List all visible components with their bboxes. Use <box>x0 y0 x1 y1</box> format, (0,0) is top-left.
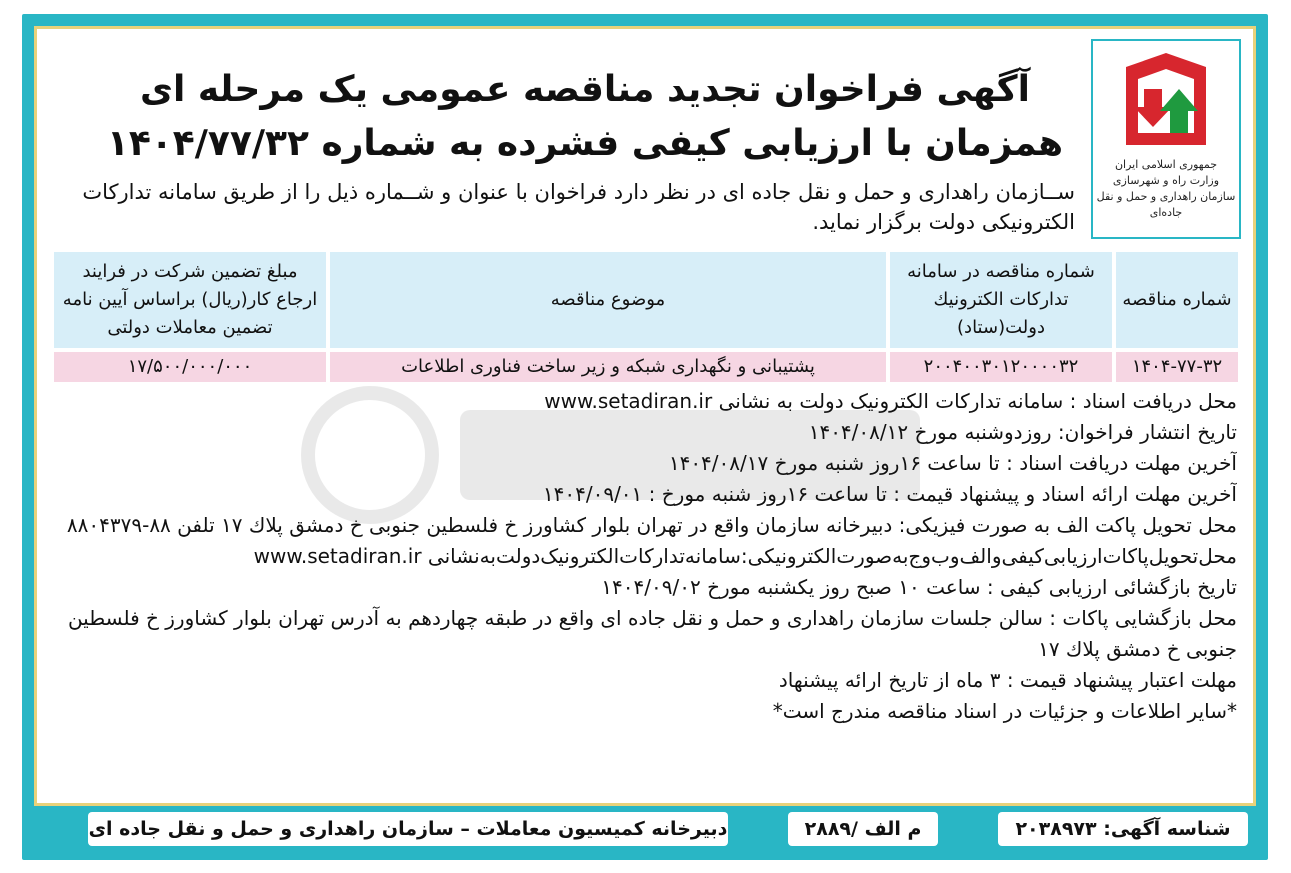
title-line-2: همزمان با ارزیابی کیفی فشرده به شماره ۱۴۰۴/۷۷/۳۲ <box>106 123 1064 164</box>
detail-validity-period: مهلت اعتبار پیشنهاد قیمت : ۳ ماه از تاریخ ارائه پیشنهاد <box>778 668 1237 692</box>
header-setad-number: شماره مناقصه در سامانه تدارکات الکترونیك دولت(ستاد) <box>890 252 1112 348</box>
header-tender-subject: موضوع مناقصه <box>330 252 886 348</box>
intro-paragraph: ســازمان راهداری و حمل و نقل جاده ای در نظر دارد فراخوان با عنوان و شــماره ذیل را از طریق سامانه تدارکات الکترونیکی دولت برگزار نماید. <box>82 180 1075 234</box>
cell-guarantee-amount: ۱۷/۵۰۰/۰۰۰/۰۰۰ <box>54 352 326 382</box>
footer-secretariat: دبیرخانه کمیسیون معاملات – سازمان راهداری و حمل و نقل جاده ای <box>88 812 728 846</box>
tender-table-row <box>54 352 1238 382</box>
tender-details <box>52 386 1237 727</box>
ad-footer <box>22 806 1268 852</box>
tender-table <box>50 248 1242 386</box>
header-tender-number: شماره مناقصه <box>1116 252 1238 348</box>
tender-table-header-row <box>54 252 1238 348</box>
detail-physical-delivery: محل تحویل پاکت الف به صورت فیزیکی: دبیرخانه سازمان واقع در تهران بلوار کشاورز خ فلسطین جنوبی خ دمشق پلاك ۱۷ تلفن ۸۸-۸۸۰۴۳۷۹ <box>66 513 1237 537</box>
title-line-1: آگهی فراخوان تجدید مناقصه عمومی یک مرحله ای <box>140 69 1030 110</box>
detail-opening-location: محل بازگشایی پاکات : سالن جلسات سازمان راهداری و حمل و نقل جاده ای واقع در طبقه چهاردهم به آدرس تهران بلوار کشاورز خ فلسطین جنوبی خ دمشق پلاك ۱۷ <box>67 606 1237 661</box>
logo-caption-3: سازمان راهداری و حمل و نقل جاده‌ای <box>1096 190 1236 219</box>
footer-code: م الف /۲۸۸۹ <box>788 812 938 846</box>
rmto-logo-icon <box>1118 49 1214 153</box>
detail-opening-date: تاریخ بازگشائی ارزیابی کیفی : ساعت ۱۰ صبح روز یکشنبه مورخ ۱۴۰۴/۰۹/۰۲ <box>601 575 1237 599</box>
logo-caption-1: جمهوری اسلامی ایران <box>1114 158 1218 171</box>
detail-electronic-delivery: محل‌تحویل‌پاکات‌ارزیابی‌کیفی‌والف‌وب‌وج‌به‌صورت‌الکترونیکی:سامانه‌تدارکات‌الکترونیک‌دولت‌به‌نشانی www.setadiran.ir <box>253 544 1237 568</box>
organization-logo-box <box>1091 39 1241 239</box>
detail-documents-location: محل دریافت اسناد : سامانه تدارکات الکترونیک دولت به نشانی www.setadiran.ir <box>544 389 1237 413</box>
cell-tender-subject: پشتیبانی و نگهداری شبکه و زیر ساخت فناوری اطلاعات <box>330 352 886 382</box>
cell-setad-number: ۲۰۰۴۰۰۳۰۱۲۰۰۰۰۳۲ <box>890 352 1112 382</box>
detail-submission-deadline: آخرین مهلت ارائه اسناد و پیشنهاد قیمت : تا ساعت ۱۶روز شنبه مورخ : ۱۴۰۴/۰۹/۰۱ <box>542 482 1237 506</box>
detail-other-info: *سایر اطلاعات و جزئیات در اسناد مناقصه مندرج است* <box>772 699 1237 723</box>
footer-ad-id: شناسه آگهی: ۲۰۳۸۹۷۳ <box>998 812 1248 846</box>
ad-title <box>97 63 1073 171</box>
header-guarantee-amount: مبلغ تضمین شرکت در فرایند ارجاع کار(ریال) براساس آیین نامه تضمین معاملات دولتی <box>54 252 326 348</box>
cell-tender-number: ۱۴۰۴-۷۷-۳۲ <box>1116 352 1238 382</box>
logo-caption-2: وزارت راه و شهرسازی <box>1112 174 1220 187</box>
detail-documents-deadline: آخرین مهلت دریافت اسناد : تا ساعت ۱۶روز شنبه مورخ ۱۴۰۴/۰۸/۱۷ <box>668 451 1237 475</box>
detail-publish-date: تاریخ انتشار فراخوان: روزدوشنبه مورخ ۱۴۰۴/۰۸/۱۲ <box>808 420 1237 444</box>
